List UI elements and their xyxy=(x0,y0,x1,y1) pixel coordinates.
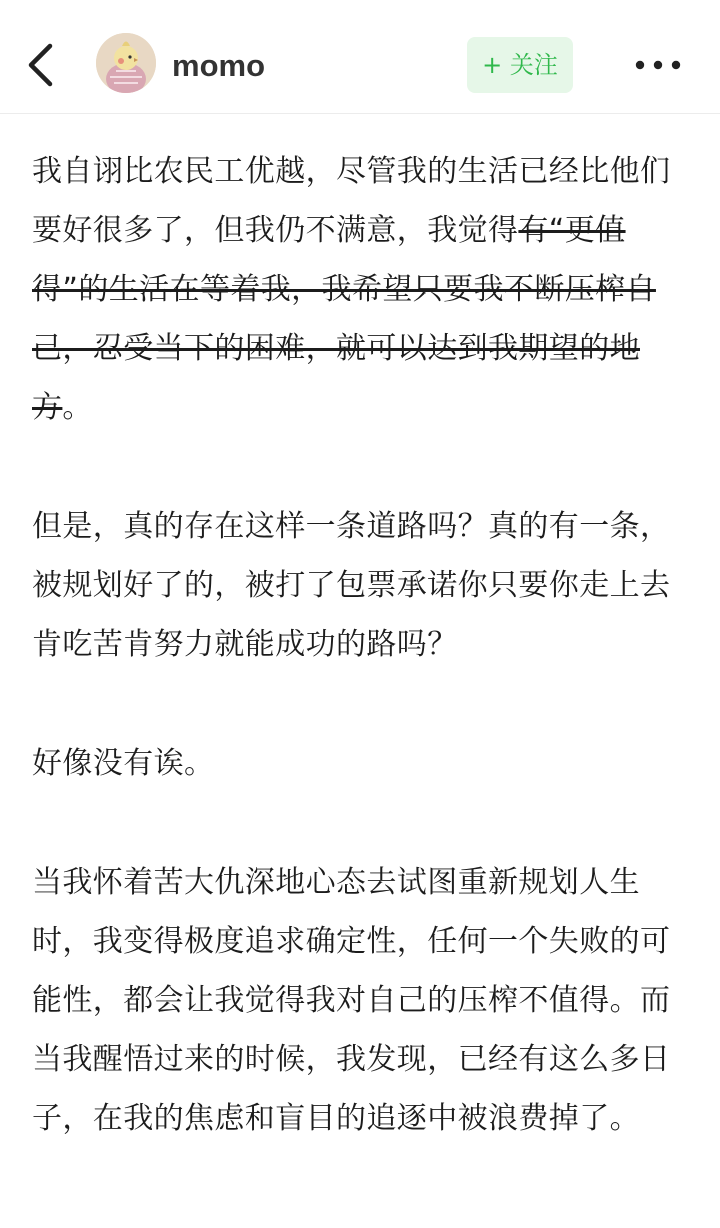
back-button[interactable] xyxy=(22,40,62,90)
post-body xyxy=(32,142,692,1148)
bird-avatar-image xyxy=(96,33,156,93)
username[interactable]: momo xyxy=(172,48,265,83)
chevron-left-icon xyxy=(22,40,62,90)
paragraph-1 xyxy=(32,142,692,437)
paragraph-3: 好像没有诶。 xyxy=(32,746,215,781)
top-bar xyxy=(0,0,720,114)
avatar[interactable] xyxy=(96,33,156,93)
ellipsis-horizontal-icon xyxy=(628,48,688,82)
more-button[interactable] xyxy=(628,48,688,82)
paragraph-1-text: 我自诩比农民工优越，尽管我的生活已经比他们要好很多了，但我仍不满意，我觉得 xyxy=(32,154,671,248)
paragraph-4: 当我怀着苦大仇深地心态去试图重新规划人生时，我变得极度追求确定性，任何一个失败的可能性，都会让我觉得我对自己的压榨不值得。而当我醒悟过来的时候，我发现，已经有这么多日子，在我的焦虑和盲目的追逐中被浪费掉了。 xyxy=(32,865,671,1136)
paragraph-1-tail: 。 xyxy=(62,390,93,425)
paragraph-2: 但是，真的存在这样一条道路吗？真的有一条，被规划好了的，被打了包票承诺你只要你走上去肯吃苦肯努力就能成功的路吗？ xyxy=(32,509,671,662)
follow-button[interactable]: + 关注 xyxy=(467,37,573,93)
strikethrough-text: 有“更值得”的生活在等着我，我希望只要我不断压榨自己，忍受当下的困难，就可以达到我期望的地方 xyxy=(32,213,656,425)
